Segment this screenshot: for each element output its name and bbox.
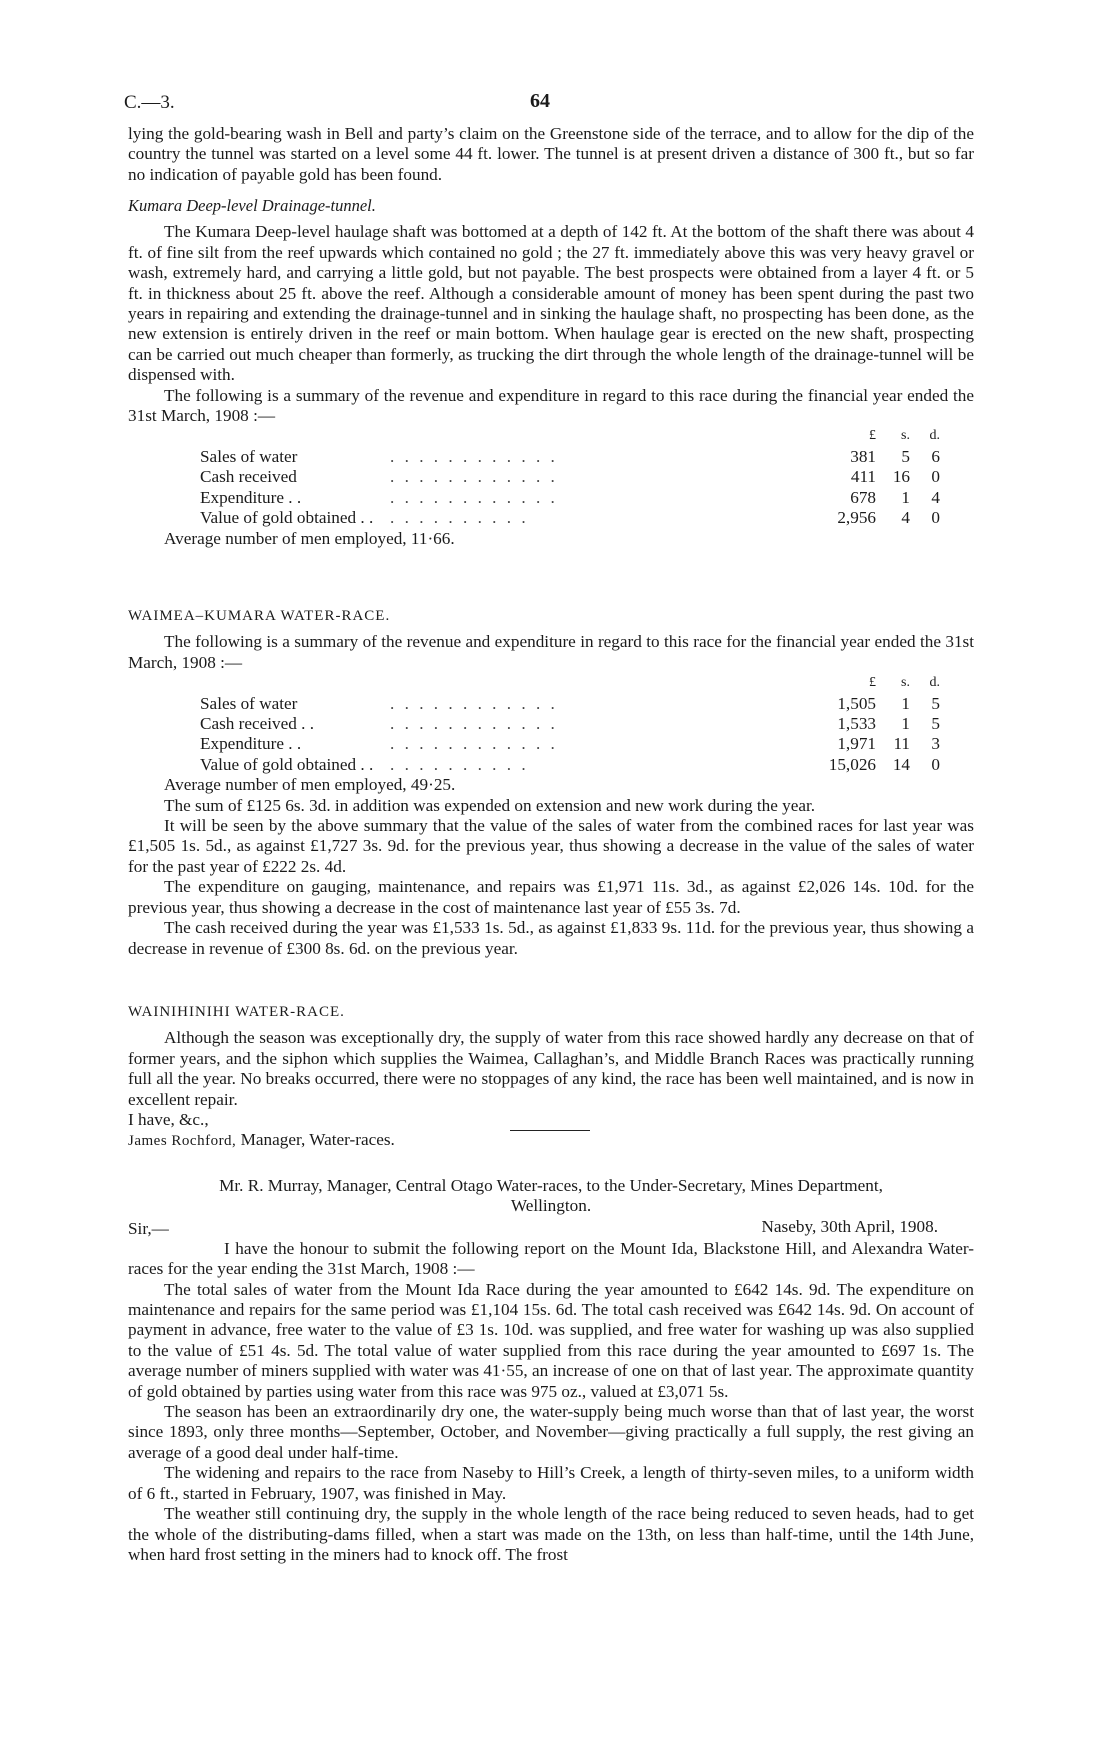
kumara-average-men: Average number of men employed, 11·66. (164, 528, 455, 548)
row-label: Value of gold obtained . . (200, 754, 374, 774)
shillings-cell: 16 (892, 467, 910, 487)
pence-cell: 4 (931, 487, 940, 507)
signatory-name: James Rochford, (128, 1133, 237, 1150)
salutation: Sir,— (128, 1218, 169, 1238)
row-label: Cash received (200, 467, 297, 487)
waimea-paragraph-5: The cash received during the year was £1,533 1s. 5d., as against £1,833 9s. 11d. for the previous year, thus showing a decrease in revenue of £300 8s. 6d. on the previous year. (128, 918, 974, 958)
murray-paragraph-3: The season has been an extraordinarily dry one, the water-supply being much worse than that of last year, the worst since 1893, only three months—September, October, and November—giving practically a full supply, the rest giving an average of a good deal under half-time. (128, 1402, 974, 1462)
row-label: Value of gold obtained . . (200, 508, 374, 528)
table-row (200, 714, 940, 734)
pounds-unit: £ (869, 675, 876, 691)
pence-cell: 0 (931, 508, 940, 528)
waimea-paragraph-3: It will be seen by the above summary that the value of the sales of water from the combined races for last year was £1,505 1s. 5d., as against £1,727 3s. 9d. for the previous year, thus showing a decrease in the value of the sales of water for the past year of £222 2s. 4d. (128, 816, 974, 876)
leader-dots: . . . . . . . . . . . . (390, 467, 558, 487)
shillings-cell: 1 (901, 714, 910, 734)
signature-block (128, 1130, 974, 1151)
waimea-heading: WAIMEA–KUMARA WATER-RACE. (128, 608, 391, 624)
pounds-unit: £ (869, 428, 876, 444)
dateline: Naseby, 30th April, 1908. (761, 1216, 938, 1236)
waimea-paragraph-1: The following is a summary of the revenue and expenditure in regard to this race for the financial year ended the 31st March, 1908 :— (128, 632, 974, 672)
kumara-account-table (200, 426, 940, 528)
salutation-row (128, 1217, 974, 1239)
pence-cell: 6 (931, 446, 940, 466)
kumara-section (128, 196, 974, 549)
table-row (200, 755, 940, 775)
page-number: 64 (530, 90, 550, 112)
murray-paragraph-5: The weather still continuing dry, the supply in the whole length of the race being reduced to seven heads, had to get the whole of the distributing-dams filled, when a start was made on the 13th, on less than half-time, until the 14th June, when hard frost setting in the miners had to knock off. The frost (128, 1504, 974, 1564)
section-divider (510, 1130, 590, 1131)
row-label: Expenditure . . (200, 487, 302, 507)
table-row (200, 447, 940, 467)
pounds-cell: 1,971 (837, 734, 876, 754)
table-row (200, 508, 940, 528)
pence-cell: 0 (931, 754, 940, 774)
pence-cell: 5 (931, 693, 940, 713)
row-label: Expenditure . . (200, 734, 302, 754)
wainihinihi-heading: WAINIHINIHI WATER-RACE. (128, 1004, 345, 1020)
signatory-title: Manager, Water-races. (240, 1130, 395, 1150)
leader-dots: . . . . . . . . . . . . (390, 446, 558, 466)
intro-paragraph: lying the gold-bearing wash in Bell and party’s claim on the Greenstone side of the terrace, and to allow for the dip of the country the tunnel was started on a level some 44 ft. lower. The tunnel is at present driven a distance of 300 ft., but so far no indication of payable gold has been found. (128, 124, 974, 184)
murray-paragraph-4: The widening and repairs to the race from Naseby to Hill’s Creek, a length of thirty-seven miles, to a uniform width of 6 ft., started in February, 1907, was finished in May. (128, 1463, 974, 1503)
pounds-cell: 411 (850, 467, 876, 487)
pence-unit: d. (929, 428, 940, 444)
table-row (200, 488, 940, 508)
leader-dots: . . . . . . . . . . . . (390, 734, 558, 754)
shillings-cell: 1 (901, 487, 910, 507)
pounds-cell: 381 (850, 446, 876, 466)
waimea-paragraph-4: The expenditure on gauging, maintenance, and repairs was £1,971 11s. 3d., as against £2,026 14s. 10d. for the previous year, thus showing a decrease in the cost of maintenance last year of £55 3s. 7d. (128, 877, 974, 917)
row-label: Sales of water (200, 446, 298, 466)
murray-paragraph-1: I have the honour to submit the following report on the Mount Ida, Blackstone Hill, and Alexandra Water-races for the year ending the 31st March, 1908 :— (128, 1238, 974, 1279)
units-row (200, 426, 940, 446)
shillings-cell: 4 (901, 508, 910, 528)
pounds-cell: 15,026 (828, 754, 876, 774)
pounds-cell: 678 (850, 487, 876, 507)
pence-cell: 0 (931, 467, 940, 487)
kumara-paragraph-2: The following is a summary of the revenue and expenditure in regard to this race during the financial year ended the 31st March, 1908 :— (128, 385, 974, 426)
row-label: Cash received . . (200, 714, 315, 734)
shillings-cell: 14 (892, 754, 910, 774)
pence-unit: d. (929, 675, 940, 691)
shillings-unit: s. (901, 428, 910, 444)
shillings-unit: s. (901, 675, 910, 691)
shillings-cell: 5 (901, 446, 910, 466)
table-row (200, 734, 940, 754)
murray-report (128, 1176, 974, 1565)
leader-dots: . . . . . . . . . . (390, 508, 529, 528)
table-row (200, 467, 940, 487)
pounds-cell: 1,505 (837, 693, 876, 713)
pounds-cell: 1,533 (837, 714, 876, 734)
units-row (200, 673, 940, 693)
shillings-cell: 1 (901, 693, 910, 713)
kumara-paragraph-1: The Kumara Deep-level haulage shaft was bottomed at a depth of 142 ft. At the bottom of the shaft there was about 4 ft. of fine silt from the reef upwards which contained no gold ; the 27 ft. immediately above this was very heavy gravel or wash, extremely hard, and carrying a little gold, but not payable. The best prospects were obtained from a layer 4 ft. or 5 ft. in thickness about 25 ft. above the reef. Although a considerable amount of money has been spent during the past two years in repairing and extending the drainage-tunnel and in sinking the haulage shaft, no prospecting has been done, as the new extension is entirely driven in the reef or main bottom. When haulage gear is erected on the new shaft, prospecting can be carried out much cheaper than formerly, as trucking the dirt through the whole length of the drainage-tunnel will be dispensed with. (128, 222, 974, 385)
waimea-paragraph-2: The sum of £125 6s. 3d. in addition was expended on extension and new work during the year. (164, 795, 816, 815)
wainihinihi-paragraph-1: Although the season was exceptionally dry, the supply of water from this race showed hardly any decrease on that of former years, and the siphon which supplies the Waimea, Callaghan’s, and Middle Branch Races was practically running full all the year. No breaks occurred, there were no stoppages of any kind, the race has been well maintained, and is now in excellent repair. (128, 1028, 974, 1109)
report-title-line-2: Wellington. (510, 1196, 592, 1216)
intro-block (128, 124, 974, 185)
pence-cell: 5 (931, 714, 940, 734)
shillings-cell: 11 (893, 734, 910, 754)
waimea-average-men: Average number of men employed, 49·25. (164, 775, 456, 795)
leader-dots: . . . . . . . . . . . . (390, 693, 558, 713)
leader-dots: . . . . . . . . . . . . (390, 714, 558, 734)
murray-paragraph-2: The total sales of water from the Mount Ida Race during the year amounted to £642 14s. 9d. The expenditure on maintenance and repairs for the same period was £1,104 15s. 6d. The total cash received was £642 14s. 9d. On account of payment in advance, free water to the value of £3 1s. 10d. was supplied, and free water for washing up was also supplied to the value of £51 4s. 5d. The total value of water supplied from this race during the year amounted to £697 1s. The average number of miners supplied with water was 41·55, an increase of one on that of last year. The approximate quantity of gold obtained by parties using water from this race was 975 oz., valued at £3,071 5s. (128, 1279, 974, 1401)
waimea-section (128, 606, 974, 959)
leader-dots: . . . . . . . . . . . . (390, 487, 558, 507)
table-row (200, 694, 940, 714)
kumara-heading: Kumara Deep-level Drainage-tunnel. (128, 196, 376, 215)
pence-cell: 3 (931, 734, 940, 754)
section-code: C.—3. (124, 92, 175, 113)
report-title-line-1: Mr. R. Murray, Manager, Central Otago Water-races, to the Under-Secretary, Mines Department, (219, 1176, 883, 1195)
leader-dots: . . . . . . . . . . (390, 754, 529, 774)
waimea-account-table (200, 673, 940, 775)
pounds-cell: 2,956 (837, 508, 876, 528)
row-label: Sales of water (200, 693, 298, 713)
closing-phrase: I have, &c., (128, 1110, 209, 1130)
